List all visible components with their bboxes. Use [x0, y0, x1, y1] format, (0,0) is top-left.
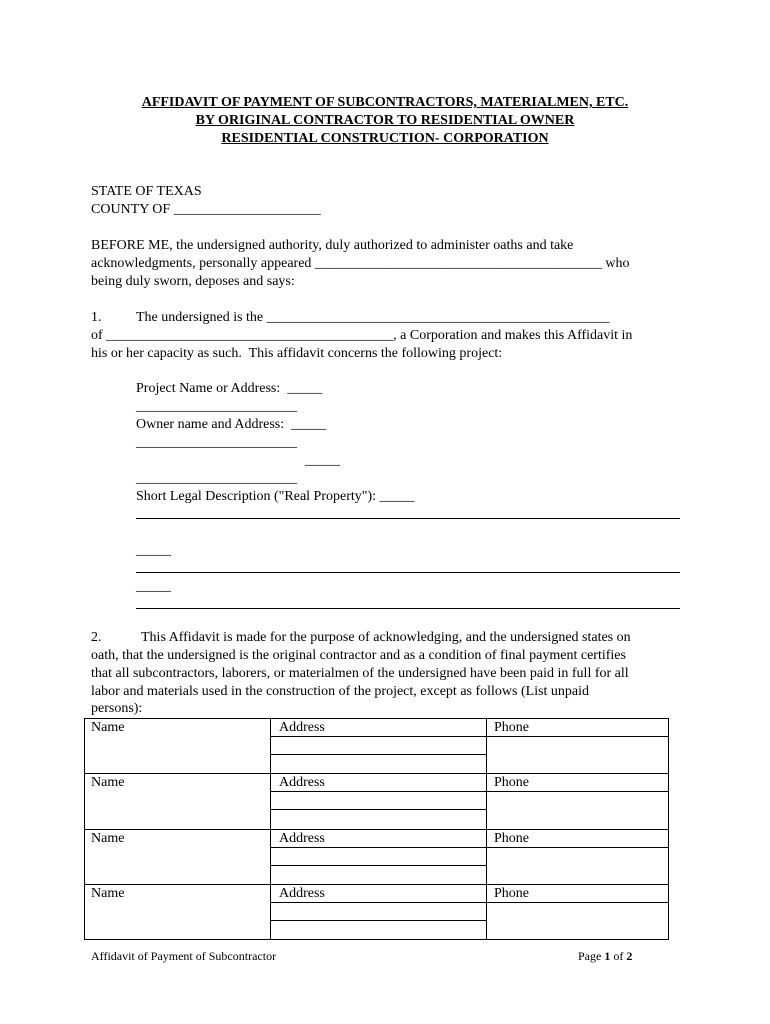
- intro-line-2: acknowledgments, personally appeared _________________________________________ who: [91, 256, 630, 271]
- document-title-line-2: BY ORIGINAL CONTRACTOR TO RESIDENTIAL OWNER: [195, 113, 575, 128]
- phone-line: [486, 902, 669, 903]
- para1-line-1: The undersigned is the _________________________________________________: [136, 310, 610, 325]
- phone-line: [486, 736, 669, 737]
- table-cell-phone: Phone: [494, 886, 529, 901]
- legal-description-rule-1: [136, 518, 680, 519]
- owner-address-blank-2: _______________________: [136, 471, 297, 486]
- table-cell-phone: Phone: [494, 831, 529, 846]
- table-cell-address: Address: [279, 775, 325, 790]
- para2-line-3: that all subcontractors, laborers, or materialmen of the undersigned have been paid in full for all: [91, 666, 629, 681]
- legal-description-label: Short Legal Description ("Real Property"): _____: [136, 489, 415, 504]
- footer-page-total: 2: [626, 949, 633, 963]
- intro-line-3: being duly sworn, deposes and says:: [91, 274, 295, 289]
- legal-description-rule-2: [136, 572, 680, 573]
- para1-line-2: of _________________________________________, a Corporation and makes this Affidavit in: [91, 328, 633, 343]
- address-line: [270, 920, 486, 921]
- table-cell-phone: Phone: [494, 720, 529, 735]
- legal-description-rule-3: [136, 608, 680, 609]
- table-cell-name: Name: [91, 720, 125, 735]
- table-row-separator: [84, 884, 669, 885]
- address-line: [270, 902, 486, 903]
- project-name-label: Project Name or Address: _____: [136, 381, 323, 396]
- address-line: [270, 865, 486, 866]
- legal-description-blank-2: _____: [136, 579, 171, 594]
- address-line: [270, 847, 486, 848]
- address-line: [270, 791, 486, 792]
- document-title-line-1: AFFIDAVIT OF PAYMENT OF SUBCONTRACTORS, MATERIALMEN, ETC.: [141, 95, 629, 110]
- para2-line-2: oath, that the undersigned is the original contractor and as a condition of final payment certifies: [91, 648, 626, 663]
- phone-line: [486, 847, 669, 848]
- table-cell-address: Address: [279, 886, 325, 901]
- address-line: [270, 809, 486, 810]
- owner-address-blank-1: _______________________: [136, 435, 297, 450]
- footer-page-prefix: Page: [578, 949, 605, 963]
- para2-number: 2.: [91, 630, 102, 645]
- owner-address-label: Owner name and Address: _____: [136, 417, 327, 432]
- table-cell-name: Name: [91, 886, 125, 901]
- state-label: STATE OF TEXAS: [91, 184, 202, 199]
- table-cell-phone: Phone: [494, 775, 529, 790]
- address-line: [270, 754, 486, 755]
- county-line: COUNTY OF _____________________: [91, 202, 321, 217]
- document-title-line-3: RESIDENTIAL CONSTRUCTION- CORPORATION: [221, 131, 549, 146]
- para2-line-5: persons):: [91, 701, 143, 716]
- address-line: [270, 736, 486, 737]
- project-name-blank: _______________________: [136, 399, 297, 414]
- footer-page-of: of: [610, 949, 627, 963]
- footer-page-indicator: [578, 949, 632, 964]
- para1-line-3: his or her capacity as such. This affidavit concerns the following project:: [91, 346, 503, 361]
- footer-document-name: Affidavit of Payment of Subcontractor: [91, 949, 277, 963]
- phone-line: [486, 791, 669, 792]
- table-row-separator: [84, 773, 669, 774]
- table-cell-address: Address: [279, 831, 325, 846]
- legal-description-blank-1: _____: [136, 543, 171, 558]
- table-row-separator: [84, 829, 669, 830]
- table-cell-address: Address: [279, 720, 325, 735]
- table-cell-name: Name: [91, 831, 125, 846]
- table-cell-name: Name: [91, 775, 125, 790]
- footer-page-number: 1: [604, 949, 611, 963]
- para2-line-4: labor and materials used in the construction of the project, except as follows (List unpaid: [91, 684, 590, 699]
- para1-number: 1.: [91, 310, 102, 325]
- intro-line-1: BEFORE ME, the undersigned authority, duly authorized to administer oaths and take: [91, 238, 574, 253]
- para2-line-1: This Affidavit is made for the purpose of acknowledging, and the undersigned states on: [141, 630, 631, 645]
- owner-address-blank-mid: _____: [305, 453, 340, 468]
